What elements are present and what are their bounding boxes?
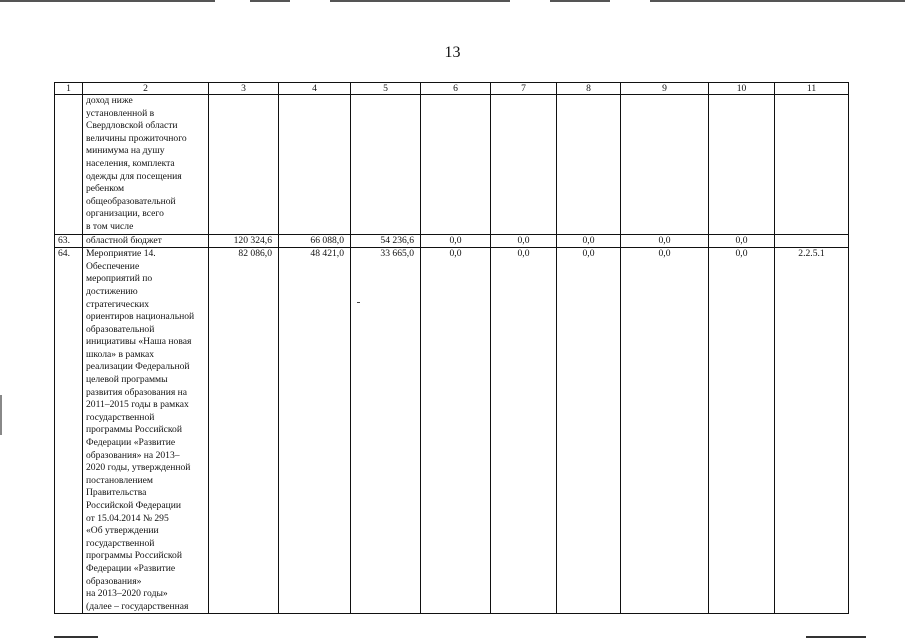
year-cell	[621, 95, 709, 235]
year-cell: 54 236,6	[351, 234, 421, 248]
row-description: областной бюджет	[83, 234, 209, 248]
budget-table	[54, 82, 849, 614]
year-cell	[279, 95, 351, 235]
year-cell: 66 088,0	[279, 234, 351, 248]
year-cell	[491, 95, 557, 235]
year-cell	[709, 95, 775, 235]
row-index: 64.	[55, 248, 83, 614]
year-cell	[421, 95, 491, 235]
col-header: 6	[421, 83, 491, 95]
target-ref-cell	[775, 234, 849, 248]
total-cell	[209, 95, 279, 235]
page-number: 13	[444, 44, 461, 61]
row-index: 63.	[55, 234, 83, 248]
col-header: 9	[621, 83, 709, 95]
column-number-row	[55, 83, 849, 95]
col-header: 7	[491, 83, 557, 95]
table-row	[55, 248, 849, 614]
col-header: 8	[557, 83, 621, 95]
year-cell	[557, 95, 621, 235]
year-cell: 33 665,0	[351, 248, 421, 614]
col-header: 5	[351, 83, 421, 95]
year-cell: 48 421,0	[279, 248, 351, 614]
scan-speck	[357, 302, 360, 303]
year-cell: 0,0	[491, 248, 557, 614]
year-cell	[351, 95, 421, 235]
table-row	[55, 234, 849, 248]
col-header: 2	[83, 83, 209, 95]
total-cell: 82 086,0	[209, 248, 279, 614]
scan-left-mark	[0, 395, 2, 435]
total-cell: 120 324,6	[209, 234, 279, 248]
year-cell: 0,0	[421, 248, 491, 614]
row-description: Мероприятие 14. Обеспечение мероприятий по достижению стратегических ориентиров национальной образовательной инициативы «Наша новая школа» в рамках реализации Федеральной целевой программы развития образования на 2011–2015 годы в рамках государственной программы Российской Федерации «Развитие образования» на 2013– 2020 годы, утвержденной постановлением Правительства Российской Федерации от 15.04.2014 № 295 «Об утверждении государственной программы Российской Федерации «Развитие образования» на 2013–2020 годы» (далее – государственная	[83, 248, 209, 614]
year-cell: 0,0	[557, 234, 621, 248]
row-description: доход ниже установленной в Свердловской области величины прожиточного минимума на душу населения, комплекта одежды для посещения ребенком общеобразовательной организации, всего в том числе	[83, 95, 209, 235]
col-header: 4	[279, 83, 351, 95]
col-header: 3	[209, 83, 279, 95]
year-cell: 0,0	[421, 234, 491, 248]
table-row	[55, 95, 849, 235]
year-cell: 0,0	[557, 248, 621, 614]
col-header: 11	[775, 83, 849, 95]
row-index	[55, 95, 83, 235]
year-cell: 0,0	[621, 248, 709, 614]
col-header: 10	[709, 83, 775, 95]
year-cell: 0,0	[709, 234, 775, 248]
year-cell: 0,0	[491, 234, 557, 248]
year-cell: 0,0	[621, 234, 709, 248]
target-ref-cell: 2.2.5.1	[775, 248, 849, 614]
scan-top-edge	[0, 0, 905, 2]
year-cell: 0,0	[709, 248, 775, 614]
target-ref-cell	[775, 95, 849, 235]
col-header: 1	[55, 83, 83, 95]
